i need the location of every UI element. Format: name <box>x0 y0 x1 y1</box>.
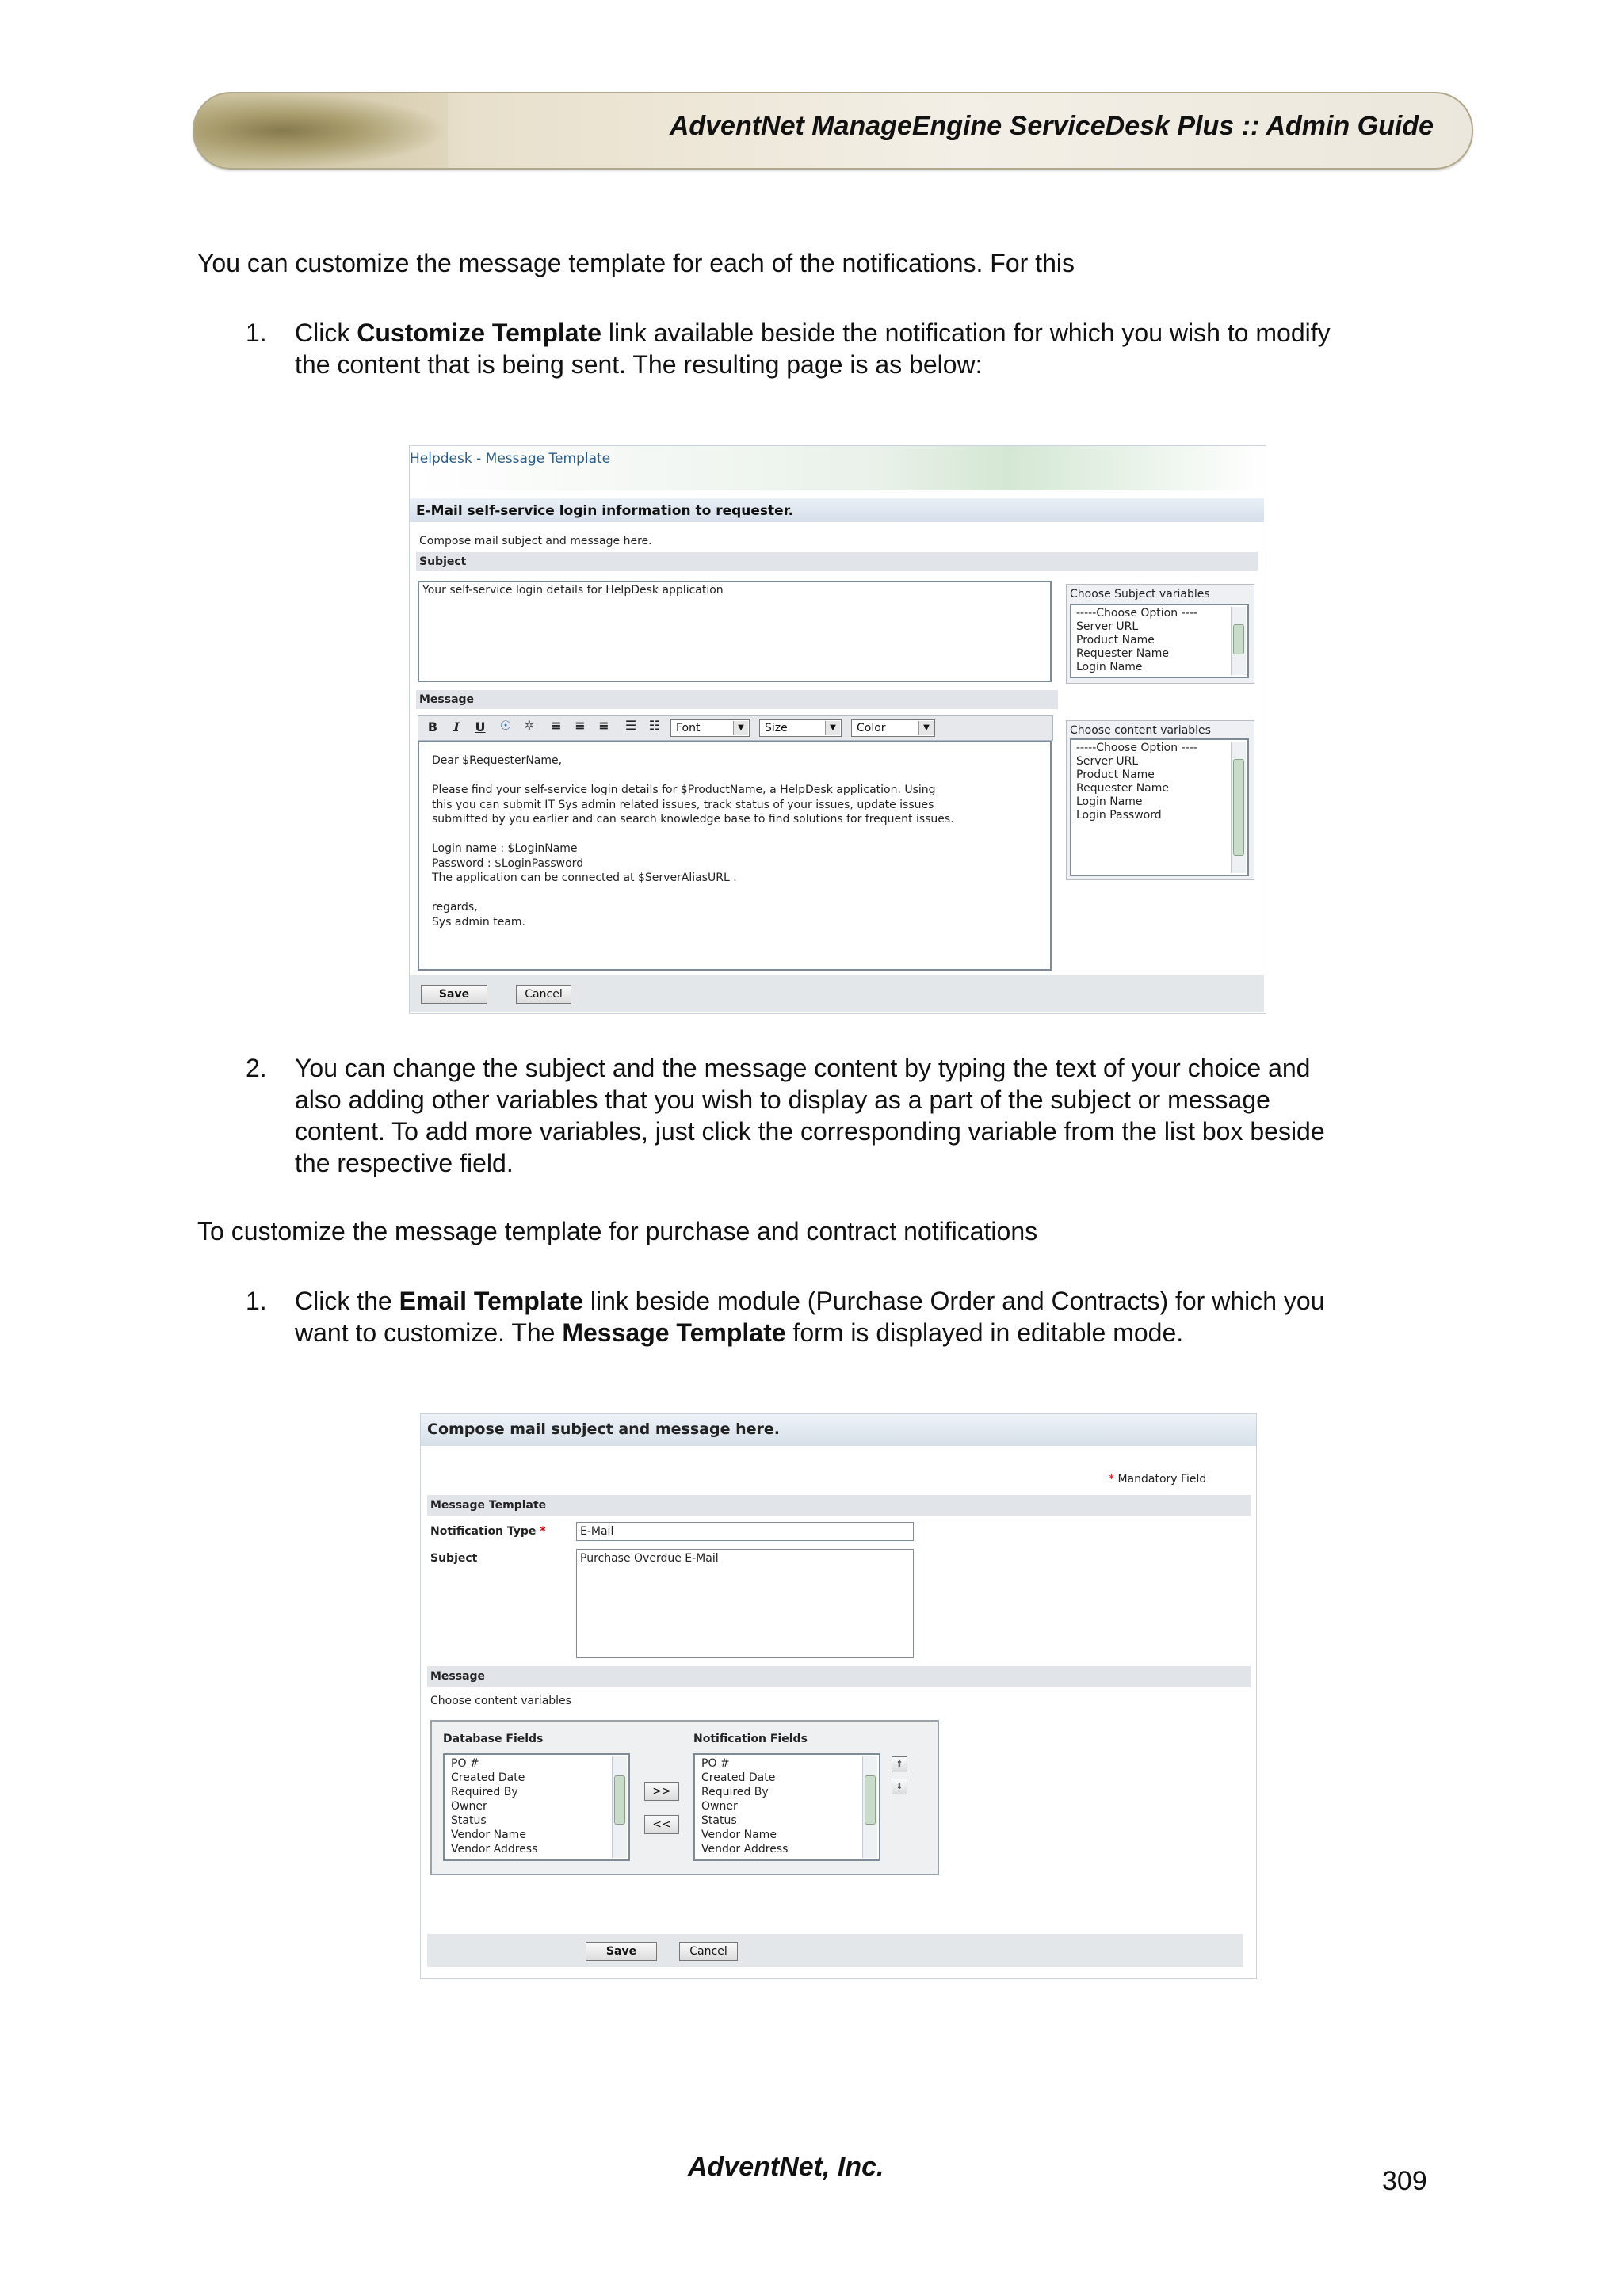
page-title: Helpdesk - Message Template <box>410 451 611 467</box>
intro-paragraph: You can customize the message template for each of the notifications. For this <box>197 249 1075 277</box>
list-item[interactable]: Required By <box>451 1786 518 1798</box>
list-item[interactable]: Status <box>701 1814 737 1827</box>
list-item[interactable]: Vendor Address <box>701 1843 789 1855</box>
form-title-bar <box>421 1414 1256 1446</box>
subject-textarea[interactable] <box>576 1549 914 1658</box>
customize-template-term: Customize Template <box>357 318 602 347</box>
section-title: Message Template <box>430 1499 547 1512</box>
bold-button[interactable]: B <box>427 719 438 734</box>
list-item[interactable]: Owner <box>451 1800 487 1813</box>
subject-var-item[interactable]: -----Choose Option ---- <box>1076 607 1197 620</box>
section-title: Message <box>430 1670 486 1683</box>
move-up-icon[interactable]: ⇑ <box>892 1756 907 1772</box>
cancel-button[interactable]: Cancel <box>516 985 571 1004</box>
banner-logo-art <box>194 93 448 168</box>
step-number: 1. <box>246 318 267 347</box>
subject-variables-list[interactable] <box>1070 604 1249 678</box>
step-text-line1: You can change the subject and the message content by typing the text of your choice and <box>295 1054 1311 1082</box>
list-item[interactable]: Created Date <box>701 1772 776 1784</box>
list-item[interactable]: Created Date <box>451 1772 525 1784</box>
insert-icon[interactable]: ✲ <box>524 718 535 733</box>
database-fields-title: Database Fields <box>443 1733 544 1745</box>
list-item[interactable]: Status <box>451 1814 487 1827</box>
message-label: Message <box>419 693 475 706</box>
subject-variables-title: Choose Subject variables <box>1070 588 1210 601</box>
form-title: E-Mail self-service login information to requester. <box>416 503 794 519</box>
italic-button[interactable]: I <box>453 719 460 734</box>
align-right-icon[interactable]: ≡ <box>598 718 609 733</box>
font-select[interactable]: Font ▼ <box>670 719 750 737</box>
content-var-item[interactable]: -----Choose Option ---- <box>1076 742 1197 754</box>
button-bar <box>410 975 1264 1012</box>
guide-title: AdventNet ManageEngine ServiceDesk Plus :: Admin Guide <box>669 111 1434 141</box>
content-var-item[interactable]: Server URL <box>1076 755 1139 768</box>
email-template-term: Email Template <box>399 1287 583 1315</box>
cancel-button[interactable]: Cancel <box>679 1942 738 1961</box>
spell-check-icon[interactable]: ☉ <box>499 718 512 733</box>
step-text-line4: the respective field. <box>295 1149 514 1177</box>
notification-fields-title: Notification Fields <box>693 1733 808 1745</box>
form-title: Compose mail subject and message here. <box>427 1421 780 1438</box>
message-section-bar <box>427 1666 1251 1687</box>
remove-field-button[interactable]: << <box>644 1815 679 1834</box>
message-body: Dear $RequesterName, Please find your self-service login details for $ProductName, a HelpDesk application. Using this you can submit IT Sys admin related issues, track status of your issues, update issues submitted by you earlier and can search knowledge base to find solutions for frequent issues. Login name : $LoginName Password : $LoginPassword The application can be connected at $ServerAliasURL . regards, Sys admin team. <box>432 754 954 929</box>
subject-value: Your self-service login details for HelpDesk application <box>422 584 724 597</box>
header-banner <box>193 92 1473 170</box>
fields-panel <box>430 1720 939 1875</box>
choose-content-vars-label: Choose content variables <box>430 1695 571 1707</box>
add-field-button[interactable]: >> <box>644 1782 679 1801</box>
subject-var-item[interactable]: Login Name <box>1076 661 1143 673</box>
content-var-item[interactable]: Login Name <box>1076 795 1143 808</box>
subject-value: Purchase Overdue E-Mail <box>580 1552 719 1565</box>
message-section-bar <box>416 690 1058 709</box>
numbered-list-icon[interactable]: ☷ <box>648 718 661 733</box>
content-var-item[interactable]: Product Name <box>1076 769 1155 781</box>
align-center-icon[interactable]: ≡ <box>575 718 586 733</box>
step-text-line2: want to customize. The Message Template form is displayed in editable mode. <box>295 1318 1184 1347</box>
notification-fields-list[interactable] <box>693 1753 880 1861</box>
step-text-line3: content. To add more variables, just click the corresponding variable from the list box beside <box>295 1117 1325 1146</box>
notification-type-label: Notification Type * <box>430 1525 546 1538</box>
list-item[interactable]: Vendor Address <box>451 1843 538 1855</box>
step-number: 1. <box>246 1287 267 1315</box>
subject-textarea[interactable] <box>418 581 1052 682</box>
subject-var-item[interactable]: Requester Name <box>1076 647 1169 660</box>
notification-type-input[interactable] <box>576 1522 914 1541</box>
message-template-screenshot <box>409 445 1266 1014</box>
move-down-icon[interactable]: ⇓ <box>892 1779 907 1794</box>
database-fields-scrollbar[interactable] <box>612 1756 627 1858</box>
bullet-list-icon[interactable]: ☰ <box>624 718 637 733</box>
template-section-bar <box>427 1495 1251 1516</box>
align-left-icon[interactable]: ≡ <box>551 718 562 733</box>
footer-company: AdventNet, Inc. <box>688 2152 884 2182</box>
message-editor[interactable] <box>418 741 1052 971</box>
subject-section-bar <box>416 552 1258 571</box>
list-item[interactable]: Vendor Name <box>701 1829 777 1841</box>
form-title-bar <box>410 498 1264 522</box>
save-button[interactable]: Save <box>421 985 487 1004</box>
size-select[interactable]: Size ▼ <box>759 719 842 737</box>
section-intro: To customize the message template for purchase and contract notifications <box>197 1217 1038 1245</box>
subject-label: Subject <box>419 555 467 568</box>
notification-type-value: E-Mail <box>580 1525 614 1538</box>
database-fields-list[interactable] <box>443 1753 630 1861</box>
step-text-line2: also adding other variables that you wish to display as a part of the subject or message <box>295 1085 1270 1114</box>
content-variables-title: Choose content variables <box>1070 724 1211 737</box>
chevron-down-icon: ▼ <box>918 721 934 735</box>
color-select[interactable]: Color ▼ <box>851 719 935 737</box>
chevron-down-icon: ▼ <box>825 721 840 735</box>
purchase-template-screenshot <box>420 1413 1257 1979</box>
subject-label: Subject <box>430 1552 478 1565</box>
content-var-item[interactable]: Requester Name <box>1076 782 1169 795</box>
underline-button[interactable]: U <box>475 719 486 734</box>
editor-toolbar <box>418 715 1053 741</box>
save-button[interactable]: Save <box>586 1942 657 1961</box>
chevron-down-icon: ▼ <box>733 721 748 735</box>
list-item[interactable]: PO # <box>701 1757 730 1770</box>
compose-hint: Compose mail subject and message here. <box>419 535 652 547</box>
list-item[interactable]: Vendor Name <box>451 1829 526 1841</box>
step-text-line1: Click the Email Template link beside module (Purchase Order and Contracts) for which you <box>295 1287 1325 1315</box>
content-vars-scrollbar[interactable] <box>1231 742 1246 873</box>
list-item[interactable]: Required By <box>701 1786 769 1798</box>
button-bar <box>427 1934 1243 1967</box>
notification-fields-scrollbar[interactable] <box>862 1756 877 1858</box>
content-variables-panel <box>1066 720 1254 880</box>
subject-vars-scrollbar[interactable] <box>1231 607 1246 675</box>
page-number: 309 <box>1382 2166 1427 2196</box>
step-number: 2. <box>246 1054 267 1082</box>
step-text-line2: the content that is being sent. The resulting page is as below: <box>295 350 983 379</box>
mandatory-note: * Mandatory Field <box>1109 1473 1207 1486</box>
subject-var-item[interactable]: Server URL <box>1076 620 1139 633</box>
content-var-item[interactable]: Login Password <box>1076 809 1162 822</box>
subject-variables-panel <box>1066 584 1254 684</box>
subject-var-item[interactable]: Product Name <box>1076 634 1155 646</box>
content-variables-list[interactable] <box>1070 738 1249 876</box>
list-item[interactable]: Owner <box>701 1800 738 1813</box>
list-item[interactable]: PO # <box>451 1757 479 1770</box>
message-template-term: Message Template <box>562 1318 786 1347</box>
step-text-line1: Click Customize Template link available beside the notification for which you wish to modify <box>295 318 1331 347</box>
